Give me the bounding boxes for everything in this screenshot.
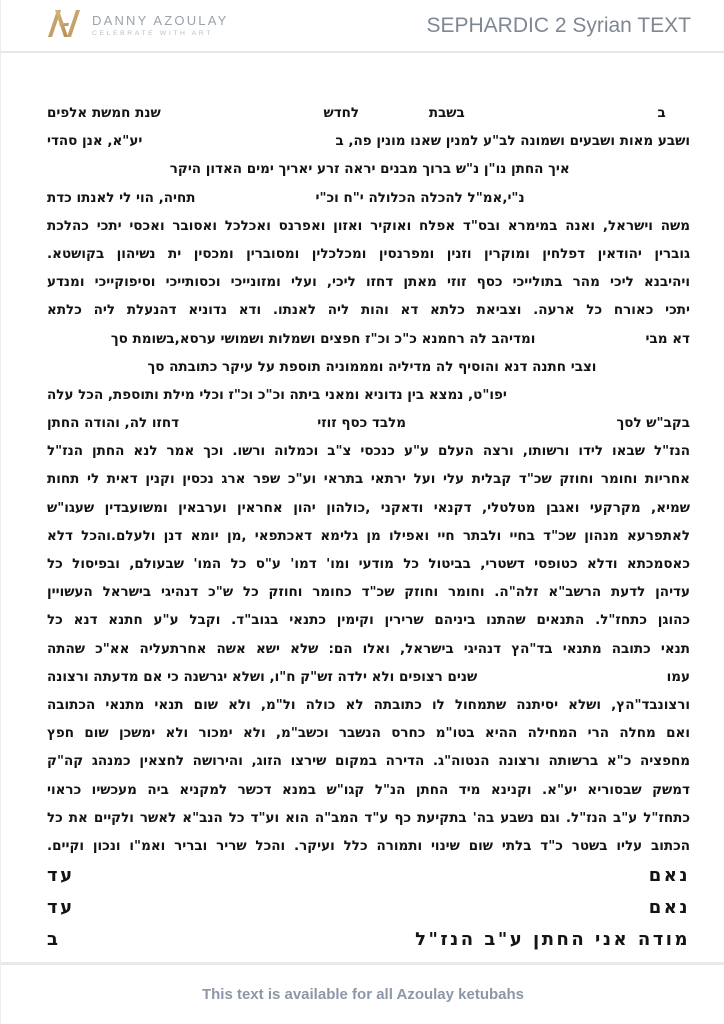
blank-field: [666, 116, 690, 117]
ketubah-line: מחפציה כ"א ברשותה ורצונה הנטוה"ג. הדירה במקום שירצו הזוג, והירושה לחצאין כמנהג קה"ק: [47, 753, 690, 770]
text-segment: עמו: [666, 668, 690, 685]
ketubah-line: [47, 381, 690, 409]
blank-field: [507, 398, 690, 399]
brand-tagline: CELEBRATE WITH ART: [92, 30, 213, 38]
text-segment: נאם: [648, 865, 690, 887]
text-segment: נאם: [648, 897, 690, 919]
blank-field: [525, 201, 690, 202]
blank-field: [47, 172, 170, 173]
blank-field: [535, 342, 645, 343]
blank-field: [161, 116, 324, 117]
brand: [45, 7, 229, 44]
page-title: SEPHARDIC 2 Syrian TEXT: [426, 13, 691, 37]
footer: [1, 962, 724, 1024]
ketubah-line: [47, 409, 690, 437]
blank-field: [596, 370, 690, 371]
ketubah-line: [47, 127, 690, 155]
footer-note: This text is available for all Azoulay ketubahs: [201, 986, 525, 1003]
ketubah-line: הנז"ל שבאו לידו ורשותו, ורצה העלם ע"ע כנכסי צ"ב וכמלוה ורשו. וכך אמר לנא החתן הנז"ל: [47, 443, 690, 460]
ketubah-line: משה וישראל, ואנה במימרא ובס"ד אפלח ואוקיר ואזון ואפרנס ואכלכל ואסובר ואכסי יתכי כהלכת: [47, 217, 690, 234]
text-segment: עד: [47, 897, 75, 919]
text-segment: ומדיהב לה רחמנא כ"כ וכ"ז חפצים ושמלות ושמושי ערסא,בשומת סך: [110, 330, 536, 347]
ketubah-line: [47, 663, 690, 691]
brand-text: [92, 14, 229, 38]
blank-field: [359, 116, 429, 117]
brand-name: DANNY AZOULAY: [92, 12, 229, 28]
ketubah-line: לאתפרעא מנהון שכ"ד בחיי ולבתר חיי ואפילו מן גלימא דאכתפאי ,מן יומא דנן ולעלם.והכל דלא: [47, 527, 690, 544]
text-segment: ב: [47, 929, 61, 951]
ketubah-line: [47, 184, 690, 212]
ketubah-line: גוברין יהודאין דפלחין ומוקרין וזנין ומפרנסין ומכלכלין ומסוברין ומכסין ית נשיהון בקושטא.: [47, 245, 690, 262]
blank-field: [195, 201, 315, 202]
text-segment: מודה אני החתן ע"ב הנז"ל: [415, 929, 690, 951]
ketubah-line: כתחז"ל ע"ב הנז"ל. וגם נשבע בה' בתקיעת כף ע"ד המב"ה הוא וע"ד כל הנב"א לאשר ולקיים את כל: [47, 809, 690, 826]
text-segment: שנת חמשת אלפים: [47, 105, 161, 121]
text-segment: יפו"ט, נמצא בין נדוניא ומאני ביתה וכ"כ וכ"ז וכלי מילת ותוספת, הכל עלה: [47, 386, 507, 403]
header: [1, 0, 724, 53]
text-segment: בקב"ש לסך: [616, 415, 690, 432]
text-segment: דחזו לה, והודה החתן: [47, 415, 180, 432]
ketubah-line: [47, 99, 690, 127]
text-segment: ב: [657, 105, 666, 121]
text-segment: בשבת: [428, 105, 465, 121]
ketubah-line: ואם מחלה הרי המחילה ההיא בטו"מ כחרס הנשבר וכשב"מ, ולא ימכור ולא ימשכן שום חפץ: [47, 725, 690, 742]
ketubah-line: אחריות וחומר וחוזק שכ"ד קבלית עלי ועל ירתאי בתראי וע"כ שפר ארג נכסין וקנין דאית לי תחות: [47, 471, 690, 488]
ketubah-line: [47, 325, 690, 353]
ketubah-body: [47, 99, 690, 956]
blank-field: [406, 426, 616, 427]
ketubah-line: הכתוב עליו בשטר כ"ד בלתי שום שינוי ותמורה כלל ועיקר. והכל שריר ובריר ואמ"ו ונכון וקיים.: [47, 837, 690, 854]
blank-field: [47, 342, 111, 343]
text-segment: יע"א, אנן סהדי: [47, 133, 143, 150]
ketubah-line: כאסמכתא ודלא כטופסי דשטרי, בביטול כל מודעי ומו' דמו' ע"ס כל המו' שבעולם, ובפיסול כל: [47, 556, 690, 572]
blank-field: [465, 116, 658, 117]
text-segment: איך החתן נו"ן נ"ש ברוך מבנים יראה זרע יאריך ימים האדון היקר: [169, 161, 570, 178]
ketubah-line: [47, 860, 690, 892]
blank-field: [570, 172, 690, 173]
text-segment: דא מבי: [645, 330, 690, 347]
ketubah-line: ויהיבנא ליכי מהר בתולייכי כסף זוזי מאתן דחזו ליכי, ועלי ומזונייכי וכסותייכי וסיפוקייכי ומנדע: [47, 274, 690, 291]
ketubah-line: דמשק שבסוריא יע"א. וקנינא מיד החתן הנ"ל קגו"ש במנא דכשר למקניא ביה מעכשיו כראוי: [47, 781, 690, 798]
blank-field: [47, 370, 147, 371]
ketubah-line: תנאי כתובה מתנאי בד"הץ דנהיגי בישראל, ואלו הם: שלא ישא אשה אחרתעליה אא"כ שהתה: [47, 640, 690, 657]
text-segment: לחדש: [323, 105, 360, 121]
blank-field: [75, 912, 649, 913]
blank-field: [179, 426, 317, 427]
text-segment: נ"י,אמ"ל להכלה הכלולה י"ח וכ"י: [315, 189, 525, 206]
text-segment: עד: [47, 865, 75, 887]
text-segment: שנים רצופים ולא ילדה זש"ק ח"ו, ושלא יגרשנה כי אם מדעתה ורצונה: [47, 668, 478, 685]
text-segment: תחיה, הוי לי לאנתו כדת: [47, 189, 196, 206]
ketubah-line: [47, 353, 690, 381]
ketubah-line: עדיהן לדעת הרשב"א זלה"ה. וחומר וחוזק שכ"ד כחומר וחוזק כל ש"כ דנהיגי בישראל העשויין: [47, 584, 690, 601]
text-segment: ושבע מאות ושבעים ושמונה לב"ע למנין שאנו מונין פה, ב: [335, 133, 690, 150]
text-segment: מלבד כסף זוזי: [317, 415, 407, 432]
blank-field: [477, 680, 666, 681]
ketubah-line: ורצונבד"הץ, ושלא יסיתנה שתמחול לו כתובתה לא כולה ול"מ, ולא שום תנאי מתנאי הכתובה: [47, 696, 690, 713]
ketubah-line: [47, 155, 690, 183]
ketubah-line: [47, 892, 690, 924]
ketubah-line: שמיא, מקרקעי ואגבן מטלטלי, דקנאי ודאקני ,כולהון יהון אחראין וערבאין ומשועבדין שעגו"ש: [47, 499, 690, 516]
blank-field: [60, 944, 415, 945]
blank-field: [142, 144, 335, 145]
ketubah-line: יתכי כאורח כל ארעה. וצביאת כלתא דא והות ליה לאנתו. ודא נדוניא דהנעלת ליה כלתא: [47, 302, 690, 319]
text-segment: וצבי חתנה דנא והוסיף לה מדיליה ומממוניה תוספת על עיקר כתובתה סך: [147, 358, 597, 375]
ketubah-line: [47, 924, 690, 956]
ketubah-line: כהוגן כתחז"ל. התנאים שהתנו ביניהם שרירין וקימין כתנאי בגוב"ד. וקבל ע"ע חתנא דנא כל: [47, 612, 690, 629]
blank-field: [75, 880, 649, 881]
brand-monogram-icon: [45, 7, 83, 44]
